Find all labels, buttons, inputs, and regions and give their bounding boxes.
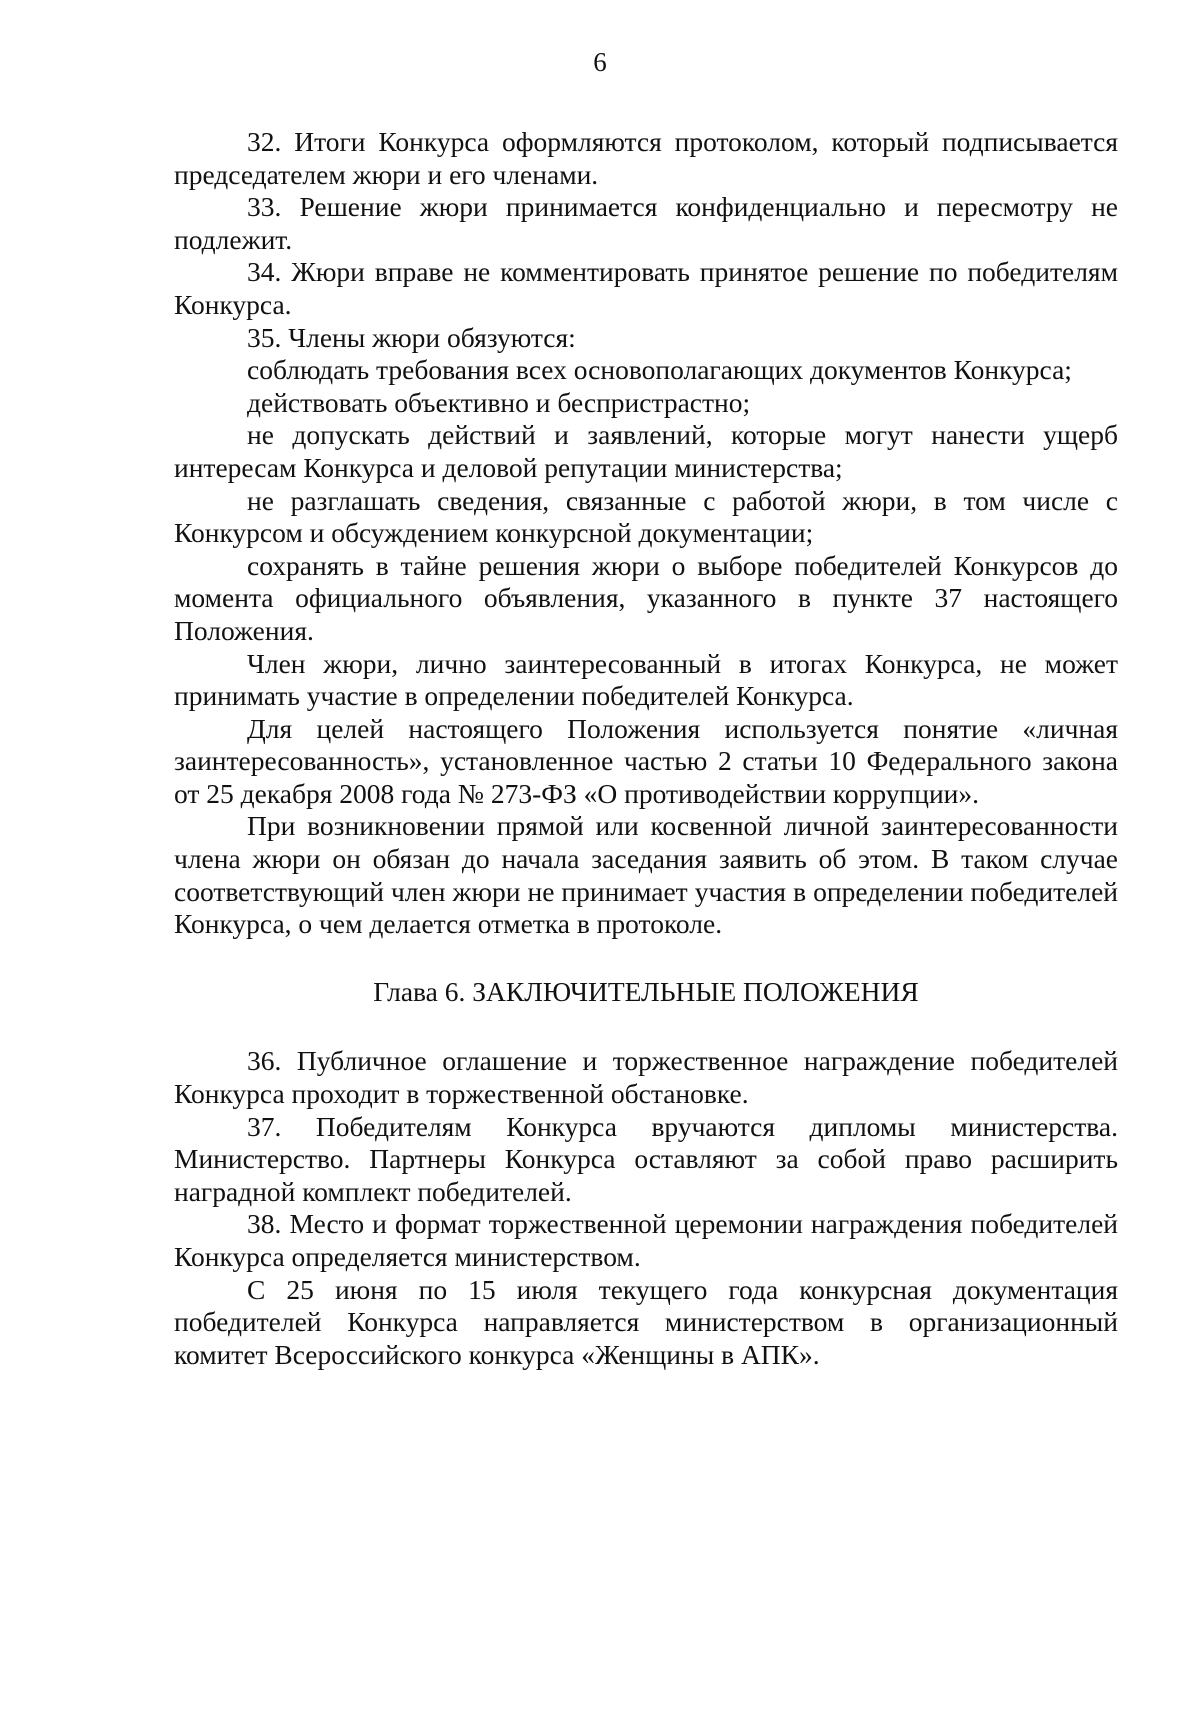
document-body	[174, 126, 1118, 1371]
paragraph-32: 32. Итоги Конкурса оформляются протоколом, который подписывается председателем жюри и его членами.	[174, 126, 1118, 190]
obligation-item: не разглашать сведения, связанные с работой жюри, в том числе с Конкурсом и обсуждением конкурсной документации;	[174, 484, 1118, 549]
chapter-title: Глава 6. ЗАКЛЮЧИТЕЛЬНЫЕ ПОЛОЖЕНИЯ	[373, 975, 919, 1007]
paragraph-36: 36. Публичное оглашение и торжественное награждение победителей Конкурса проходит в торжественной обстановке.	[174, 1045, 1118, 1110]
paragraph-definition: Для целей настоящего Положения используется понятие «личная заинтересованность», установленное частью 2 статьи 10 Федерального закона от 25 декабря 2008 года № 273-ФЗ «О противодействии коррупции».	[174, 712, 1118, 809]
paragraph-35: 35. Члены жюри обязуются:	[247, 321, 576, 353]
paragraph-38: 38. Место и формат торжественной церемонии награждения победителей Конкурса определяется министерством.	[174, 1208, 1118, 1272]
obligation-item: сохранять в тайне решения жюри о выборе победителей Конкурсов до момента официального объявления, указанного в пункте 37 настоящего Положения.	[174, 549, 1118, 646]
paragraph-34: 34. Жюри вправе не комментировать принятое решение по победителям Конкурса.	[174, 256, 1118, 320]
obligation-item: соблюдать требования всех основополагающих документов Конкурса;	[247, 354, 1072, 386]
paragraph-documentation: С 25 июня по 15 июля текущего года конкурсная документация победителей Конкурса направляется министерством в организационный комитет Всероссийского конкурса «Женщины в АПК».	[174, 1273, 1118, 1370]
obligation-item: не допускать действий и заявлений, которые могут нанести ущерб интересам Конкурса и деловой репутации министерства;	[174, 419, 1118, 483]
obligation-item: действовать объективно и беспристрастно;	[247, 386, 751, 418]
paragraph-disclosure: При возникновении прямой или косвенной личной заинтересованности члена жюри он обязан до начала заседания заявить об этом. В таком случае соответствующий член жюри не принимает участия в определении победителей Конкурса, о чем делается отметка в протоколе.	[174, 810, 1118, 940]
page-number: 6	[593, 47, 607, 77]
paragraph-33: 33. Решение жюри принимается конфиденциально и пересмотру не подлежит.	[174, 191, 1118, 255]
paragraph-interest: Член жюри, лично заинтересованный в итогах Конкурса, не может принимать участие в определении победителей Конкурса.	[174, 647, 1118, 712]
paragraph-37: 37. Победителям Конкурса вручаются дипломы министерства. Министерство. Партнеры Конкурса оставляют за собой право расширить наградной комплект победителей.	[174, 1110, 1118, 1207]
